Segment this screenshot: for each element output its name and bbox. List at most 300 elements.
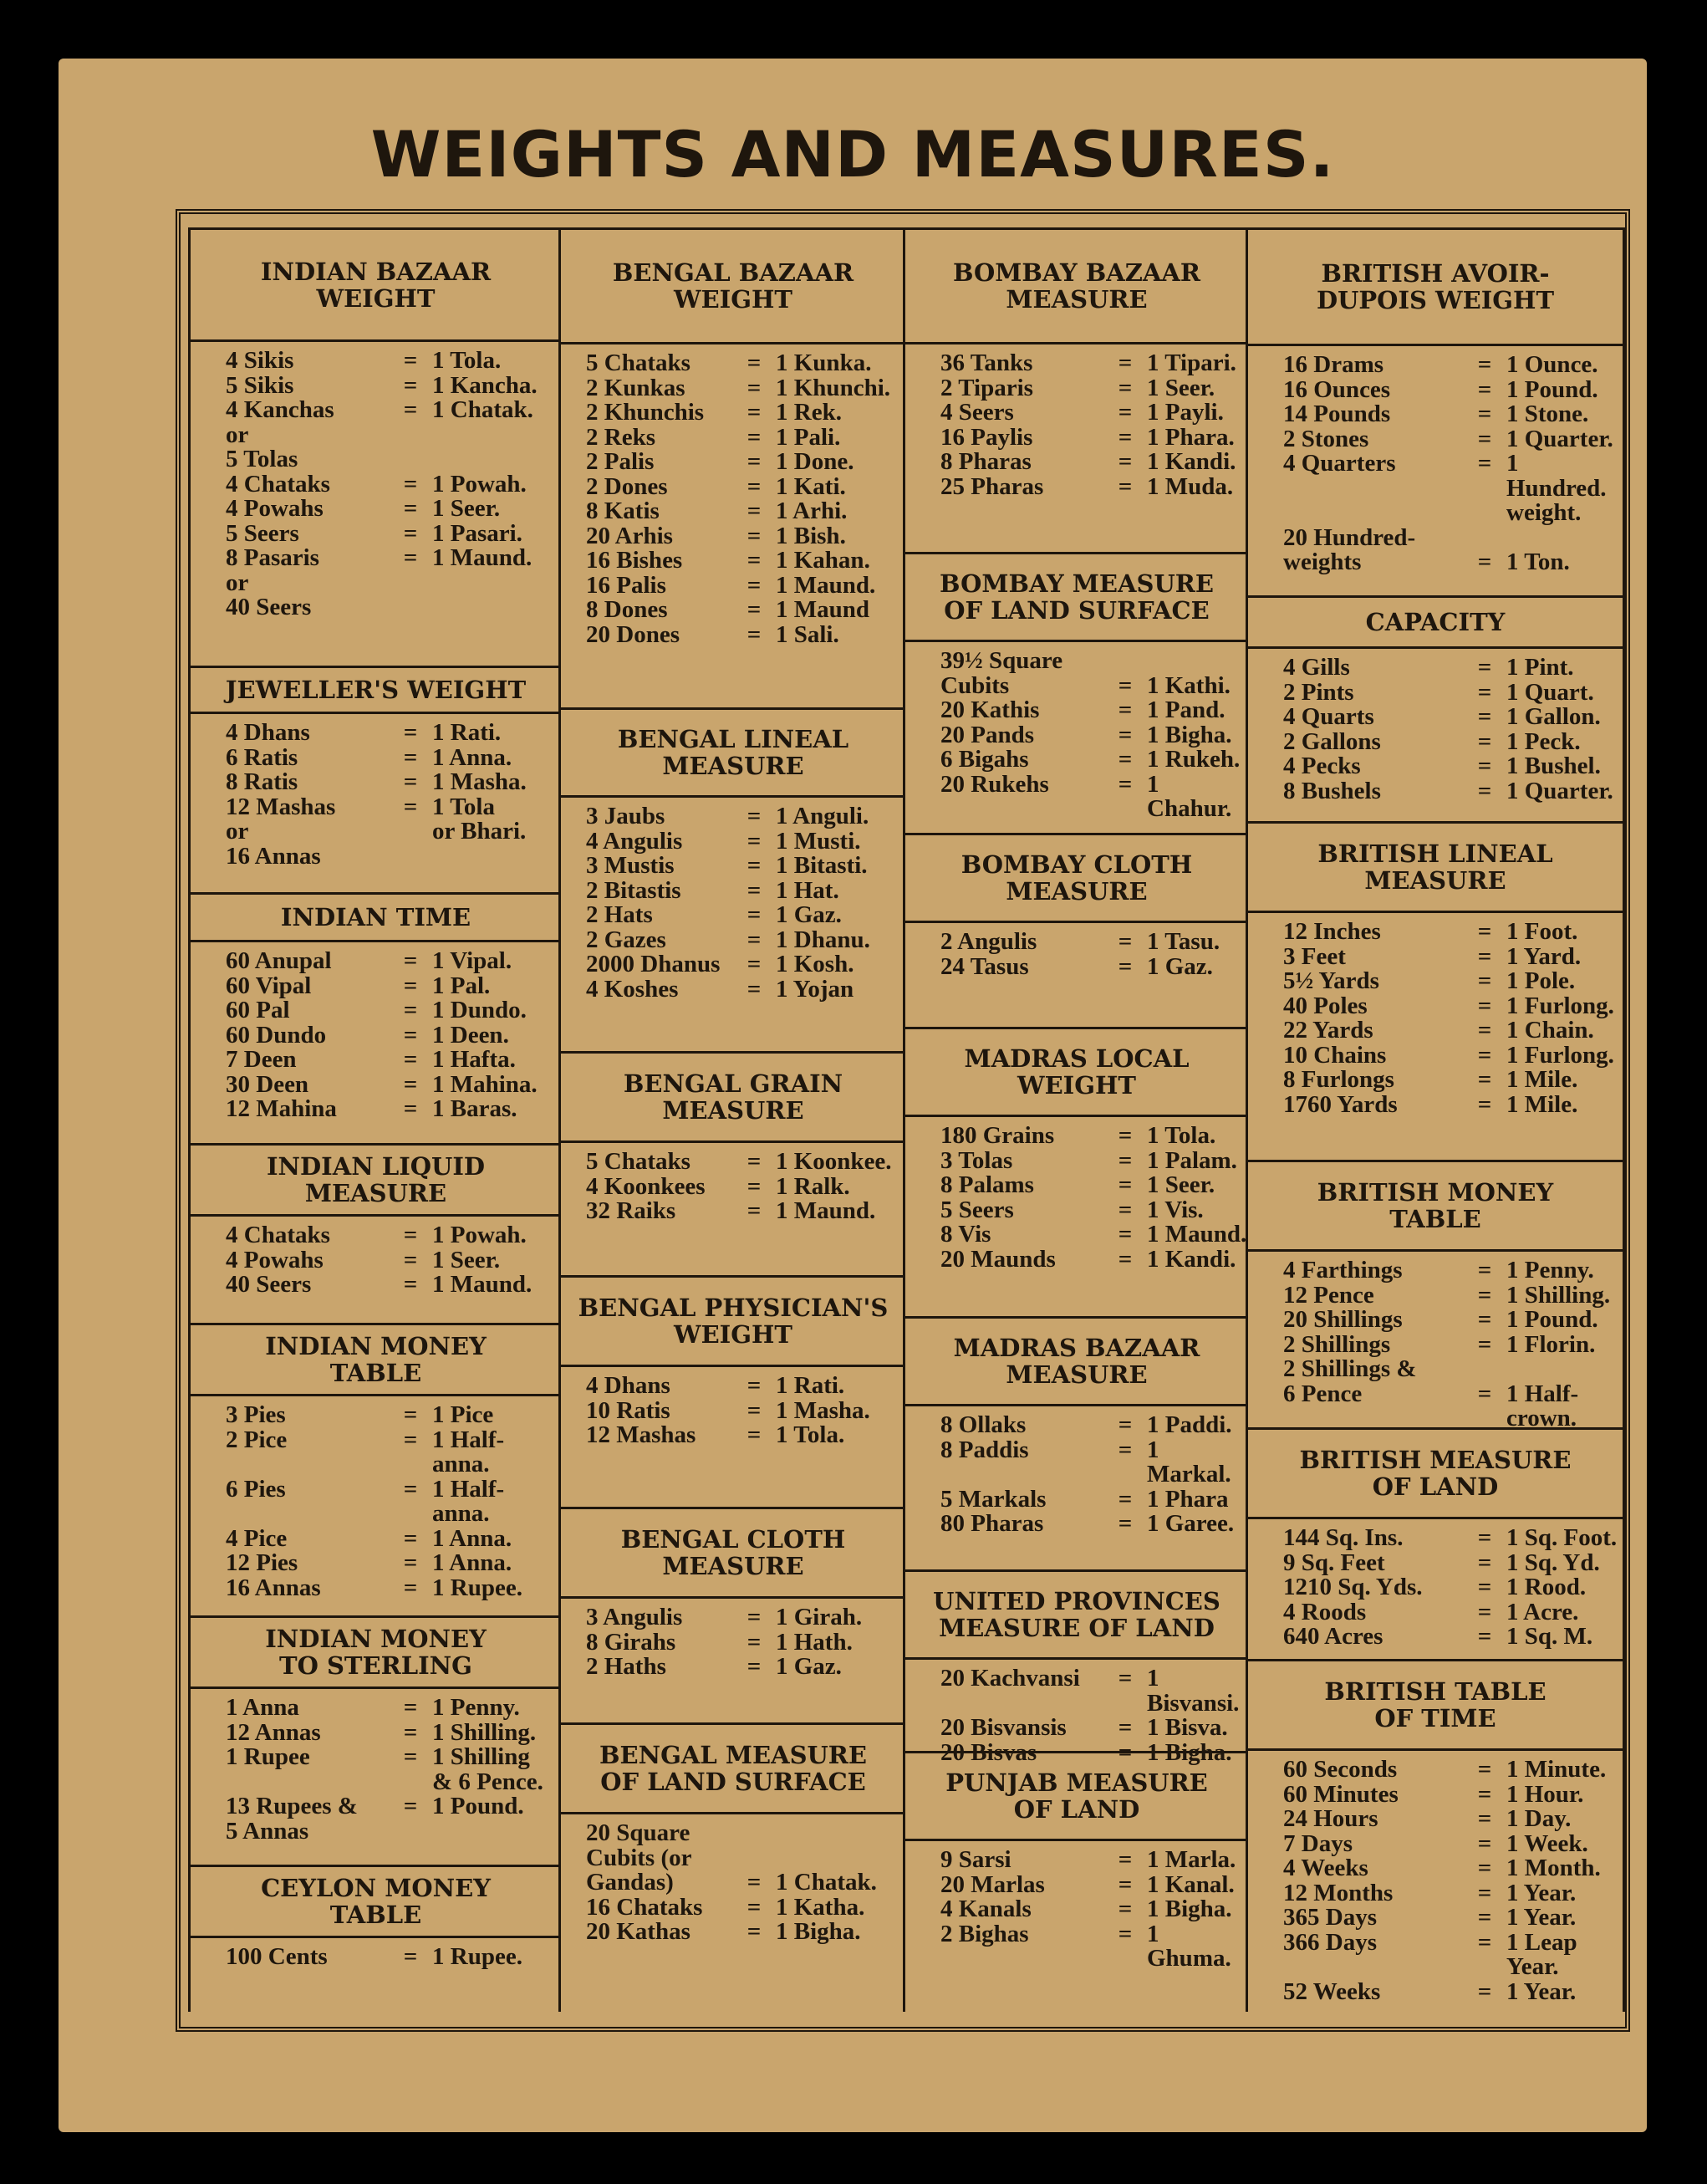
unit-quantity: 4 Koonkees xyxy=(586,1172,706,1200)
unit-equivalent: 1 Pint. xyxy=(1506,654,1574,681)
equals-sign: = xyxy=(1477,1829,1492,1857)
section-heading: BOMBAY MEASURE OF LAND SURFACE xyxy=(905,552,1248,642)
equals-sign: = xyxy=(1118,350,1133,376)
equals-sign: = xyxy=(1477,351,1492,378)
equals-sign: = xyxy=(403,347,418,374)
equals-sign: = xyxy=(746,1628,762,1656)
unit-quantity: 5½ Yards xyxy=(1283,967,1379,994)
equivalence-row xyxy=(561,1199,905,1224)
equals-sign: = xyxy=(1477,992,1492,1019)
equivalence-row xyxy=(1248,1906,1623,1931)
unit-quantity: 16 Ounces xyxy=(1283,375,1391,403)
unit-equivalent: 1 Kahan. xyxy=(776,547,870,574)
unit-equivalent: 1 Quarter. xyxy=(1506,777,1613,804)
equivalence-row xyxy=(561,620,905,648)
unit-equivalent: 1 Penny. xyxy=(1506,1257,1594,1283)
unit-quantity: 13 Rupees & 5 Annas xyxy=(226,1793,358,1845)
equivalence-row xyxy=(561,571,905,599)
unit-quantity: 365 Days xyxy=(1283,1904,1377,1931)
unit-equivalent: 1 Vipal. xyxy=(432,947,512,974)
equals-sign: = xyxy=(746,350,762,376)
equivalence-row xyxy=(561,1150,905,1175)
unit-equivalent: 1 Deen. xyxy=(432,1021,509,1049)
equals-sign: = xyxy=(1477,1574,1492,1600)
equivalence-row xyxy=(905,1245,1248,1273)
equals-sign: = xyxy=(1118,399,1133,426)
equals-sign: = xyxy=(1118,1411,1133,1438)
equivalence-row xyxy=(905,952,1248,980)
unit-equivalent: 1 Penny. xyxy=(432,1694,520,1721)
equals-sign: = xyxy=(1118,1171,1133,1198)
equivalence-row xyxy=(905,1922,1248,1972)
equals-sign: = xyxy=(746,876,762,904)
equivalence-row xyxy=(561,1920,905,1945)
unit-equivalent: 1 Maund. xyxy=(432,1271,532,1298)
unit-quantity: 8 Dones xyxy=(586,596,668,623)
unit-equivalent: 1 Yard. xyxy=(1506,942,1582,970)
unit-equivalent: 1 Rati. xyxy=(776,1372,845,1399)
unit-quantity: 8 Paddis xyxy=(940,1436,1029,1463)
equals-sign: = xyxy=(1477,1928,1492,1956)
measure-section xyxy=(905,1569,1248,1765)
equivalence-row xyxy=(1248,656,1623,681)
unit-quantity: 2 Reks xyxy=(586,423,655,451)
unit-equivalent: 1 Maund. xyxy=(432,544,532,571)
equivalence-row xyxy=(191,1477,561,1527)
equals-sign: = xyxy=(403,519,418,547)
equals-sign: = xyxy=(403,768,418,795)
equivalence-row xyxy=(191,371,561,399)
unit-quantity: 3 Pies xyxy=(226,1401,286,1428)
unit-equivalent: 1 Pasari. xyxy=(432,519,522,547)
unit-equivalent: 1 Gaz. xyxy=(776,1653,842,1680)
section-body xyxy=(1248,1252,1623,1431)
equals-sign: = xyxy=(1477,1904,1492,1931)
equals-sign: = xyxy=(1477,1257,1492,1283)
unit-equivalent: 1 Arhi. xyxy=(776,498,848,524)
equals-sign: = xyxy=(746,448,762,475)
unit-equivalent: 1 Kosh. xyxy=(776,951,854,977)
table-column-3 xyxy=(903,227,1248,2012)
unit-equivalent: 1 Bushel. xyxy=(1506,753,1601,779)
equivalence-row xyxy=(561,351,905,376)
unit-quantity: 5 Markals xyxy=(940,1485,1047,1513)
section-body xyxy=(561,344,905,647)
unit-quantity: 8 Katis xyxy=(586,498,660,524)
unit-quantity: 30 Deen xyxy=(226,1070,309,1098)
unit-equivalent: 1 Koonkee. xyxy=(776,1148,892,1175)
unit-equivalent: 1 Anna. xyxy=(432,1524,512,1552)
equals-sign: = xyxy=(403,1401,418,1428)
table-column-1 xyxy=(188,227,561,2012)
unit-quantity: 5 Seers xyxy=(226,519,299,547)
equivalence-row xyxy=(905,1512,1248,1537)
unit-equivalent: 1 Minute. xyxy=(1506,1756,1607,1783)
equals-sign: = xyxy=(746,596,762,623)
unit-quantity: 20 Maunds xyxy=(940,1245,1056,1273)
equals-sign: = xyxy=(1477,425,1492,452)
section-body xyxy=(191,714,561,869)
equivalence-row xyxy=(1248,1856,1623,1881)
measure-section xyxy=(905,833,1248,979)
unit-equivalent: 1 Pound. xyxy=(1506,375,1598,403)
section-body xyxy=(905,1841,1248,1972)
unit-quantity: 1 Anna xyxy=(226,1694,299,1721)
equivalence-row xyxy=(905,1716,1248,1741)
section-heading: BENGAL PHYSICIAN'S WEIGHT xyxy=(561,1275,905,1367)
equivalence-row xyxy=(1248,1551,1623,1576)
unit-equivalent: 1 Ounce. xyxy=(1506,351,1598,378)
equivalence-row xyxy=(191,1248,561,1273)
equivalence-row xyxy=(191,1403,561,1428)
unit-equivalent: 1 Furlong. xyxy=(1506,1041,1614,1069)
section-body xyxy=(1248,913,1623,1117)
equals-sign: = xyxy=(1477,1805,1492,1832)
section-body xyxy=(561,1599,905,1680)
unit-equivalent: 1 Week. xyxy=(1506,1829,1588,1857)
equivalence-row xyxy=(1248,1041,1623,1069)
unit-equivalent: 1 Shilling. xyxy=(432,1718,537,1746)
section-body xyxy=(905,1117,1248,1272)
measure-section xyxy=(561,707,905,1002)
equals-sign: = xyxy=(746,803,762,829)
equals-sign: = xyxy=(1477,1855,1492,1881)
equals-sign: = xyxy=(1477,1598,1492,1625)
unit-equivalent: 1 Shilling. xyxy=(1506,1281,1611,1309)
equivalence-row xyxy=(191,546,561,620)
equivalence-row xyxy=(1248,1308,1623,1333)
equals-sign: = xyxy=(403,1046,418,1073)
unit-quantity: 16 Palis xyxy=(586,571,666,599)
unit-equivalent: 1 Maund. xyxy=(1147,1221,1247,1248)
equals-sign: = xyxy=(1477,1380,1492,1407)
table-column-4 xyxy=(1246,227,1625,2012)
equivalence-row xyxy=(1248,1526,1623,1551)
equals-sign: = xyxy=(1118,746,1133,773)
equivalence-row xyxy=(905,770,1248,822)
unit-quantity: 16 Chataks xyxy=(586,1893,703,1921)
section-body xyxy=(905,923,1248,979)
unit-quantity: 2 Pints xyxy=(1283,678,1354,706)
unit-quantity: 4 Chataks xyxy=(226,1222,330,1248)
equivalence-row xyxy=(191,1551,561,1576)
unit-quantity: 5 Chataks xyxy=(586,350,690,376)
unit-equivalent: 1 Yojan xyxy=(776,975,854,1003)
unit-quantity: 7 Deen xyxy=(226,1046,297,1073)
unit-quantity: 2 Gazes xyxy=(586,926,666,953)
equivalence-row xyxy=(561,804,905,829)
equals-sign: = xyxy=(1118,1738,1133,1766)
equivalence-row xyxy=(561,549,905,574)
unit-equivalent: 1 Leap Year. xyxy=(1506,1928,1577,1980)
unit-equivalent: 1 Chatak. xyxy=(432,396,533,423)
equivalence-row xyxy=(1248,1807,1623,1832)
unit-equivalent: 1 Sq. Foot. xyxy=(1506,1524,1618,1551)
equivalence-row xyxy=(1248,1928,1623,1980)
unit-quantity: 60 Vipal xyxy=(226,972,312,999)
unit-quantity: 20 Dones xyxy=(586,620,680,648)
equivalence-row xyxy=(561,928,905,953)
unit-equivalent: 1 Chahur. xyxy=(1147,770,1232,822)
equivalence-row xyxy=(1248,1357,1623,1431)
equivalence-row xyxy=(905,1413,1248,1438)
measure-section xyxy=(905,1027,1248,1272)
unit-equivalent: 1 Kandi. xyxy=(1147,448,1236,475)
measure-section xyxy=(191,1865,561,1970)
measure-section xyxy=(1248,227,1623,575)
unit-equivalent: 1 Bigha. xyxy=(1147,1896,1232,1922)
unit-quantity: 40 Poles xyxy=(1283,992,1368,1019)
equivalence-row xyxy=(1248,754,1623,779)
unit-quantity: 10 Ratis xyxy=(586,1396,670,1424)
unit-equivalent: 1 Ghuma. xyxy=(1147,1920,1231,1972)
equals-sign: = xyxy=(403,1524,418,1552)
unit-equivalent: 1 Chain. xyxy=(1506,1017,1594,1044)
equivalence-row xyxy=(561,499,905,524)
unit-quantity: 24 Tasus xyxy=(940,952,1029,980)
unit-quantity: 20 Kathis xyxy=(940,697,1040,723)
equals-sign: = xyxy=(746,423,762,451)
unit-quantity: 36 Tanks xyxy=(940,350,1033,376)
unit-quantity: 2 Hats xyxy=(586,901,653,928)
unit-quantity: 60 Seconds xyxy=(1283,1756,1398,1783)
equivalence-row xyxy=(191,472,561,498)
equivalence-row xyxy=(191,795,561,870)
section-heading: INDIAN BAZAAR WEIGHT xyxy=(191,227,561,342)
section-heading: BENGAL LINEAL MEASURE xyxy=(561,707,905,798)
unit-equivalent: 1 Anna. xyxy=(432,743,512,771)
measure-section xyxy=(561,1507,905,1680)
unit-equivalent: 1 Vis. xyxy=(1147,1196,1204,1223)
equivalence-row xyxy=(561,1396,905,1424)
unit-equivalent: 1 Rati. xyxy=(432,719,502,746)
equals-sign: = xyxy=(746,827,762,855)
unit-quantity: 16 Paylis xyxy=(940,423,1033,451)
equivalence-row xyxy=(905,351,1248,376)
equals-sign: = xyxy=(746,975,762,1003)
equivalence-row xyxy=(561,1374,905,1399)
equivalence-row xyxy=(561,598,905,623)
unit-quantity: 12 Months xyxy=(1283,1879,1394,1906)
unit-quantity: 8 Vis xyxy=(940,1221,991,1248)
equivalence-row xyxy=(1248,1283,1623,1309)
unit-equivalent: 1 Seer. xyxy=(432,1246,501,1273)
unit-equivalent: 1 Pal. xyxy=(432,972,491,999)
unit-quantity: 39½ Square Cubits xyxy=(940,647,1063,699)
unit-quantity: 12 Annas xyxy=(226,1718,321,1746)
section-heading: BRITISH LINEAL MEASURE xyxy=(1248,821,1623,913)
section-body xyxy=(905,642,1248,822)
unit-quantity: 14 Pounds xyxy=(1283,401,1391,427)
unit-quantity: 3 Angulis xyxy=(586,1604,683,1630)
equivalence-row xyxy=(561,450,905,475)
equivalence-row xyxy=(1248,1881,1623,1906)
measure-section xyxy=(191,1615,561,1844)
measure-section xyxy=(561,1275,905,1448)
unit-equivalent: 1 Tasu. xyxy=(1147,928,1220,955)
section-heading: BRITISH MEASURE OF LAND xyxy=(1248,1427,1623,1519)
unit-equivalent: 1 Palam. xyxy=(1147,1146,1237,1174)
equals-sign: = xyxy=(746,620,762,648)
equivalence-row xyxy=(1248,1330,1623,1358)
unit-equivalent: 1 Kanal. xyxy=(1147,1870,1235,1898)
unit-quantity: 2 Stones xyxy=(1283,425,1369,452)
equivalence-row xyxy=(905,1487,1248,1513)
unit-quantity: 2 Haths xyxy=(586,1653,666,1680)
unit-quantity: 12 Mashas or 16 Annas xyxy=(226,793,336,870)
unit-equivalent: 1 Kandi. xyxy=(1147,1245,1236,1273)
unit-equivalent: 1 Rupee. xyxy=(432,1574,522,1601)
unit-quantity: 8 Bushels xyxy=(1283,777,1381,804)
equals-sign: = xyxy=(403,396,418,423)
equals-sign: = xyxy=(1477,777,1492,804)
equals-sign: = xyxy=(1118,1436,1133,1463)
unit-equivalent: 1 Ralk. xyxy=(776,1172,850,1200)
unit-quantity: 3 Feet xyxy=(1283,942,1346,970)
unit-quantity: 8 Pharas xyxy=(940,448,1032,475)
section-body xyxy=(561,1367,905,1448)
page-title: WEIGHTS AND MEASURES. xyxy=(370,117,1335,191)
unit-equivalent: 1 Rupee. xyxy=(432,1943,522,1970)
equivalence-row xyxy=(561,1605,905,1630)
unit-quantity: 10 Chains xyxy=(1283,1041,1387,1069)
section-heading: CAPACITY xyxy=(1248,595,1623,649)
equals-sign: = xyxy=(403,1718,418,1746)
equals-sign: = xyxy=(746,1372,762,1399)
unit-equivalent: 1 Maund. xyxy=(776,1197,876,1224)
unit-equivalent: 1 Tola. xyxy=(1147,1122,1216,1149)
equals-sign: = xyxy=(403,793,418,820)
unit-quantity: 4 Quarts xyxy=(1283,703,1374,730)
measure-section xyxy=(191,1323,561,1600)
unit-quantity: 22 Yards xyxy=(1283,1017,1373,1044)
unit-equivalent: 1 Phara xyxy=(1147,1485,1229,1513)
unit-quantity: 20 Rukehs xyxy=(940,770,1049,798)
equals-sign: = xyxy=(1477,1879,1492,1906)
unit-equivalent: 1 Chatak. xyxy=(776,1869,877,1896)
unit-equivalent: 1 Tola. xyxy=(776,1421,845,1448)
unit-quantity: 4 Angulis xyxy=(586,827,683,855)
equivalence-row xyxy=(191,1428,561,1477)
unit-equivalent: 1 Day. xyxy=(1506,1805,1572,1832)
unit-quantity: 4 Weeks xyxy=(1283,1855,1368,1881)
unit-equivalent: 1 Quart. xyxy=(1506,678,1594,706)
unit-quantity: 8 Girahs xyxy=(586,1628,676,1656)
equivalence-row xyxy=(191,1023,561,1049)
equals-sign: = xyxy=(1477,1977,1492,2005)
equals-sign: = xyxy=(403,743,418,771)
equals-sign: = xyxy=(746,852,762,879)
unit-equivalent: 1 Mile. xyxy=(1506,1090,1578,1118)
equals-sign: = xyxy=(403,544,418,571)
measure-section xyxy=(561,1722,905,1945)
unit-equivalent: 1 Powah. xyxy=(432,1222,527,1248)
measure-section xyxy=(905,1316,1248,1537)
equals-sign: = xyxy=(746,1197,762,1224)
unit-equivalent: 1 Hath. xyxy=(776,1628,853,1656)
equals-sign: = xyxy=(1118,1896,1133,1922)
unit-quantity: 2 Shillings xyxy=(1283,1330,1391,1358)
unit-equivalent: 1 Quarter. xyxy=(1506,425,1613,452)
section-heading: BRITISH MONEY TABLE xyxy=(1248,1160,1623,1252)
equivalence-row xyxy=(905,1173,1248,1198)
unit-quantity: 52 Weeks xyxy=(1283,1977,1381,2005)
measure-section xyxy=(1248,1427,1623,1650)
unit-quantity: 4 Dhans xyxy=(226,719,310,746)
equivalence-row xyxy=(191,1070,561,1098)
equals-sign: = xyxy=(746,472,762,500)
section-heading: BENGAL BAZAAR WEIGHT xyxy=(561,227,905,344)
unit-equivalent: 1 Gaz. xyxy=(1147,952,1213,980)
equivalence-row xyxy=(1248,1780,1623,1808)
unit-equivalent: 1 Maund xyxy=(776,596,870,623)
equals-sign: = xyxy=(746,901,762,928)
equals-sign: = xyxy=(746,926,762,953)
section-body xyxy=(905,344,1248,499)
equals-sign: = xyxy=(403,1021,418,1049)
unit-quantity: 4 Kanchas or 5 Tolas xyxy=(226,396,334,472)
unit-equivalent: 1 Maund. xyxy=(776,571,876,599)
unit-quantity: 3 Mustis xyxy=(586,852,675,879)
equals-sign: = xyxy=(1118,1146,1133,1174)
unit-equivalent: 1 Masha. xyxy=(776,1396,870,1424)
equals-sign: = xyxy=(1477,1756,1492,1783)
equals-sign: = xyxy=(403,1070,418,1098)
section-heading: BENGAL CLOTH MEASURE xyxy=(561,1507,905,1599)
unit-equivalent: 1 Shilling & 6 Pence. xyxy=(432,1743,543,1795)
equals-sign: = xyxy=(403,1743,418,1770)
unit-equivalent: 1 Hour. xyxy=(1506,1780,1584,1808)
unit-quantity: 60 Anupal xyxy=(226,947,332,974)
unit-equivalent: 1 Sq. M. xyxy=(1506,1623,1593,1650)
equals-sign: = xyxy=(403,1095,418,1122)
unit-equivalent: 1 Phara. xyxy=(1147,423,1235,451)
unit-quantity: 3 Jaubs xyxy=(586,803,665,829)
measure-section xyxy=(905,227,1248,499)
equals-sign: = xyxy=(403,1222,418,1248)
unit-equivalent: 1 Kancha. xyxy=(432,371,538,399)
unit-equivalent: 1 Bisva. xyxy=(1147,1714,1228,1741)
equivalence-row xyxy=(1248,375,1623,403)
unit-quantity: 8 Palams xyxy=(940,1171,1034,1198)
equals-sign: = xyxy=(403,972,418,999)
section-body xyxy=(905,1660,1248,1765)
equivalence-row xyxy=(191,1273,561,1298)
unit-quantity: 2 Shillings & 6 Pence xyxy=(1283,1355,1417,1407)
equivalence-row xyxy=(191,1576,561,1601)
unit-equivalent: 1 Rek. xyxy=(776,399,842,426)
unit-equivalent: 1 Stone. xyxy=(1506,401,1589,427)
unit-quantity: 4 Pice xyxy=(226,1524,288,1552)
measure-section xyxy=(191,666,561,869)
equals-sign: = xyxy=(403,1271,418,1298)
equals-sign: = xyxy=(746,1396,762,1424)
unit-quantity: 25 Pharas xyxy=(940,472,1044,500)
section-heading: MADRAS LOCAL WEIGHT xyxy=(905,1027,1248,1117)
equals-sign: = xyxy=(1477,678,1492,706)
equivalence-row xyxy=(905,1848,1248,1873)
section-heading: BENGAL MEASURE OF LAND SURFACE xyxy=(561,1722,905,1814)
equivalence-row xyxy=(1248,1600,1623,1625)
unit-equivalent: 1 Garee. xyxy=(1147,1510,1235,1537)
unit-quantity: 6 Pies xyxy=(226,1475,286,1503)
equals-sign: = xyxy=(403,1549,418,1576)
equals-sign: = xyxy=(746,1421,762,1448)
unit-equivalent: 1 Kathi. xyxy=(1147,671,1231,699)
unit-equivalent: 1 Pand. xyxy=(1147,697,1225,723)
unit-quantity: 20 Hundred- weights xyxy=(1283,523,1416,575)
equals-sign: = xyxy=(1477,450,1492,477)
